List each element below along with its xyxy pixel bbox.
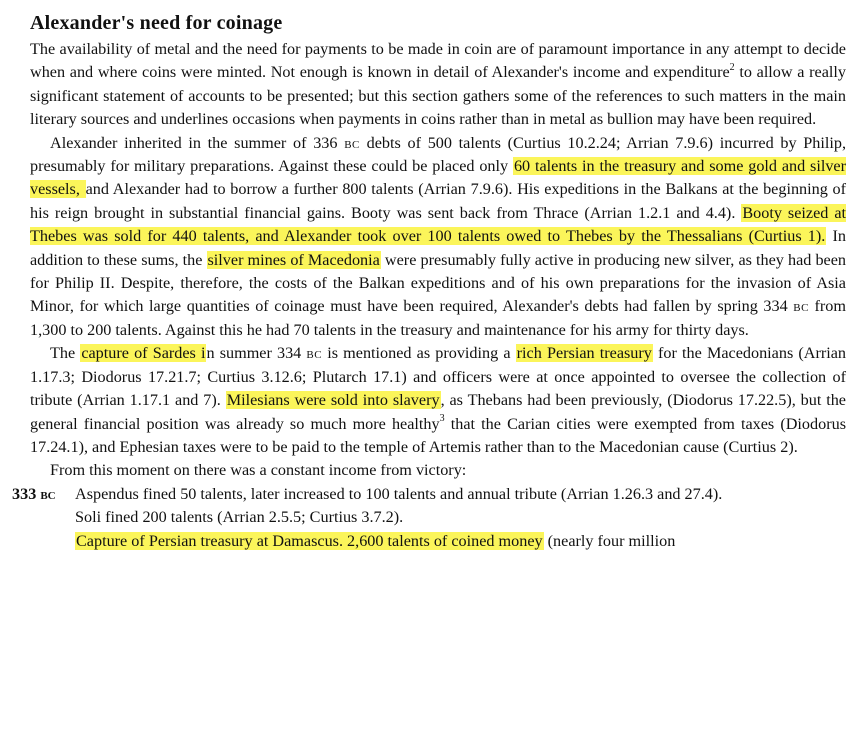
text-run: n summer 334 <box>206 344 307 363</box>
entry-aspendus: Aspendus fined 50 talents, later increased to 100 talents and annual tribute (Arrian 1.26.3 and 27.4). <box>75 484 723 503</box>
text-run: debts of 500 talents (Curtius 10.2.24; Arrian 7.9.6) incurred by Philip, presumably for military preparations. Against these could be placed only <box>30 133 847 176</box>
entry-date <box>12 483 75 506</box>
section-heading: Alexander's need for coinage <box>30 12 283 34</box>
intro-text-tail: to allow a really significant statement of accounts to be presented; but this section gathers some of the references to such matters in the main literary sources and underlines occasions when payments in coins rather than in metal as bullion may have been required. <box>30 63 847 129</box>
text-run: (nearly four million <box>543 531 676 550</box>
paragraph-sardes <box>30 342 846 459</box>
era-label: bc <box>306 344 323 363</box>
text-run: The <box>50 344 81 363</box>
text-run: from 1,300 to 200 talents. Against this he had 70 talents in the treasury and maintenance for his army for thirty days. <box>30 297 846 339</box>
intro-text: The availability of metal and the need for payments to be made in coin are of paramount importance in any attempt to decide when and where coins were minted. Not enough is known in detail of Alexander's income and expenditure <box>30 40 846 82</box>
highlight-damascus: Capture of Persian treasury at Damascus. 2,600 talents of coined money <box>76 531 543 550</box>
highlight-silver-mines: silver mines of Macedonia <box>207 250 380 269</box>
text-run: is mentioned as providing a <box>322 344 516 363</box>
entry-damascus <box>75 530 846 553</box>
entry-soli: Soli fined 200 talents (Arrian 2.5.5; Curtius 3.7.2). <box>75 508 404 527</box>
text-run: Alexander inherited in the summer of 336 <box>50 133 345 152</box>
highlight-thebes-booty: Booty seized at Thebes was sold for 440 talents, and Alexander took over 100 talents owed to Thebes by the Thessalians (Curtius 1). <box>30 203 847 246</box>
paragraph-inheritance <box>30 132 846 343</box>
text-run: for the Macedonians (Arrian 1.17.3; Diodorus 17.21.7; Curtius 3.12.6; Plutarch 17.1) and officers were at once appointed to oversee the collection of tribute (Arrian 1.17.1 and 7). <box>30 344 847 410</box>
era-label: bc <box>40 484 56 503</box>
entry-year: 333 <box>12 484 37 503</box>
highlight-sardes: capture of Sardes i <box>81 344 206 363</box>
footnote-ref[interactable]: 3 <box>439 413 445 425</box>
highlight-treasury: 60 talents in the treasury and some gold and silver vessels, <box>30 157 846 199</box>
footnote-ref[interactable]: 2 <box>729 62 735 74</box>
text-run: , as Thebans had been previously, (Diodorus 17.22.5), but the general financial position was already so much more healthy <box>30 391 846 433</box>
era-label: bc <box>793 297 809 316</box>
paragraph-intro <box>30 38 846 132</box>
era-label: bc <box>344 133 360 152</box>
text-run: were presumably fully active in producing new silver, as they had been for Philip II. Despite, therefore, the costs of the Balkan expeditions and of his own preparations for the invasion of Asia Minor, for which large quantities of coinage must have been required, Alexander's debts had fallen by spring 334 <box>30 250 847 316</box>
paragraph-income: From this moment on there was a constant income from victory: <box>50 461 467 480</box>
text-run: and Alexander had to borrow a further 800 talents (Arrian 7.9.6). His expeditions in the Balkans at the beginning of his reign brought in substantial financial gains. Booty was sent back from Thrace (Arrian 1.2.1 and 4.4). <box>30 180 847 222</box>
highlight-milesians: Milesians were sold into slavery <box>226 391 440 410</box>
text-run: In addition to these sums, the <box>30 227 846 269</box>
timeline-entry-333 <box>12 483 846 506</box>
highlight-persian-treasury: rich Persian treasury <box>516 344 652 363</box>
text-run: that the Carian cities were exempted from taxes (Diodorus 17.24.1), and Ephesian taxes were to be paid to the temple of Artemis rather than to the Macedonian cause (Curtius 2). <box>30 414 846 456</box>
